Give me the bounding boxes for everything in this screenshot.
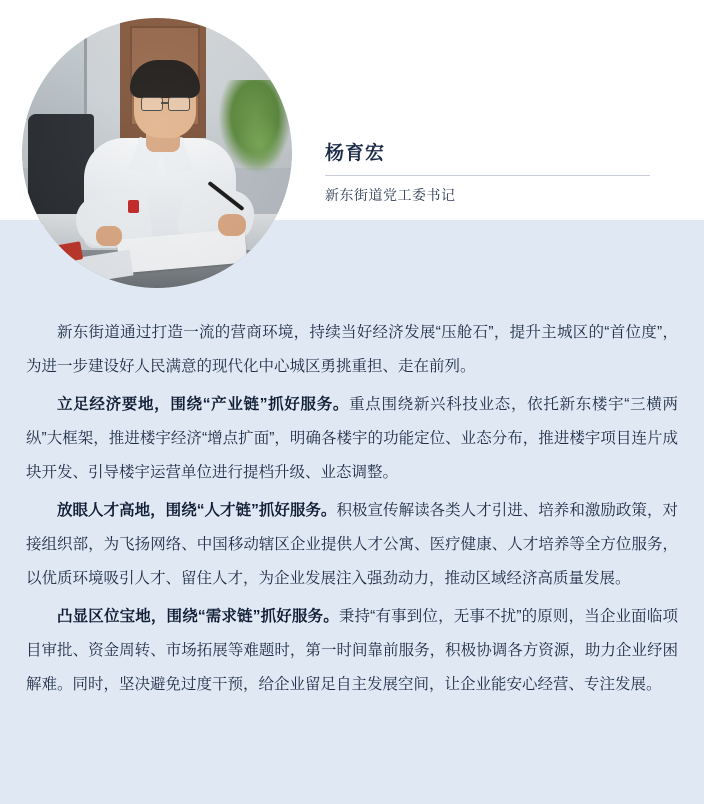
paragraph-lead: 放眼人才高地，围绕“人才链”抓好服务。 bbox=[57, 502, 337, 519]
portrait-image bbox=[22, 18, 292, 288]
article-text-container bbox=[0, 316, 704, 706]
paragraph bbox=[0, 388, 704, 490]
paragraph-lead: 立足经济要地，围绕“产业链”抓好服务。 bbox=[57, 396, 350, 413]
paragraph bbox=[0, 494, 704, 596]
paragraph bbox=[0, 316, 704, 384]
paragraph-text: 新东街道通过打造一流的营商环境，持续当好经济发展“压舱石”，提升主城区的“首位度”，为进一步建设好人民满意的现代化中心城区勇挑重担、走在前列。 bbox=[26, 324, 678, 375]
person-name: 杨育宏 bbox=[325, 143, 386, 164]
paragraph-text: 秉持“有事到位，无事不扰”的原则，当企业面临项目审批、资金周转、市场拓展等难题时，第一时间靠前服务，积极协调各方资源，助力企业纾困解难。同时，坚决避免过度干预，给企业留足自主发展空间，让企业能安心经营、专注发展。 bbox=[26, 608, 678, 693]
paragraph bbox=[0, 600, 704, 702]
photo-vignette bbox=[22, 18, 292, 288]
divider-rule bbox=[325, 175, 650, 176]
paragraph-text: 重点围绕新兴科技业态，依托新东楼宇“三横两纵”大框架，推进楼宇经济“增点扩面”，明确各楼宇的功能定位、业态分布，推进楼宇项目连片成块开发、引导楼宇运营单位进行提档升级、业态调整。 bbox=[26, 396, 678, 481]
paragraph-text: 积极宣传解读各类人才引进、培养和激励政策，对接组织部，为飞扬网络、中国移动辖区企业提供人才公寓、医疗健康、人才培养等全方位服务，以优质环境吸引人才、留住人才，为企业发展注入强劲动力，推动区域经济高质量发展。 bbox=[26, 502, 678, 587]
person-title: 新东街道党工委书记 bbox=[325, 187, 456, 203]
portrait-photo bbox=[22, 18, 292, 288]
person-info-block bbox=[325, 140, 655, 206]
article-body-panel bbox=[0, 220, 704, 804]
paragraph-lead: 凸显区位宝地，围绕“需求链”抓好服务。 bbox=[57, 608, 339, 625]
